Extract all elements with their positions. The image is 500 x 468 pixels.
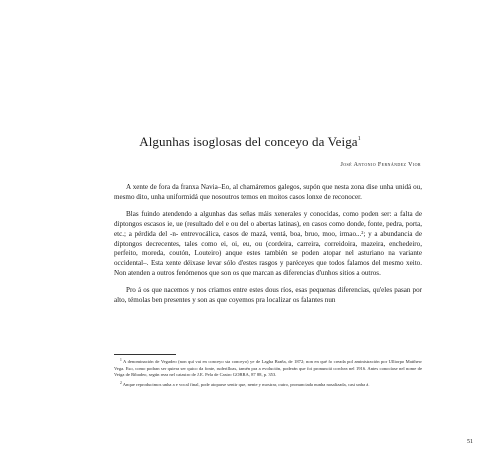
author-name: José Antonio Fernández Vior xyxy=(340,162,421,168)
footnotes xyxy=(114,357,422,389)
paragraph: Blas fuindo atendendo a algunhas das señas máis xenerales y conocidas, como poden ser: a falta de diptongos escasos ie, ue (resultado del e ou del o abertas latinas), en casos como donde, fonte, pedra, porta, etc.; a pérdida del -n- entrevocálica, casos de mazá, ventá, boa, bruo, moo, irmao...²; y a abundancia de diptongos decrecentes, tales como ei, oi, eu, ou (cordeira, carreira, correidoira, mazeira, enchedeiro, perfeito, moreda, coutón, Louteiro) anque estes también se poden atopar nel asturiano na variante occidental–. Esta xente déixase levar sólo d'estes rasgos y paréceyes que todos falamos del mesmo xeito. Non atenden a outros fenómenos que son os que marcan as diferencias d'unhos sitios a outros. xyxy=(114,210,422,277)
article-title xyxy=(0,134,500,150)
page-number: 51 xyxy=(467,439,473,445)
article-title-text: Algunhas isoglosas del conceyo da Veiga xyxy=(139,134,358,149)
footnote xyxy=(114,357,422,379)
body-text xyxy=(114,183,422,306)
paragraph: A xente de fora da franxa Navia–Eo, al chamáremos galegos, supón que nesta zona dise unha unidá ou, mesmo dito, unha uniformidá que nosoutros temos en moitos casos lonxe de reconocer. xyxy=(114,183,422,201)
footnote-mark: 1 xyxy=(120,358,122,362)
footnote-mark: 2 xyxy=(120,380,122,385)
footnote-text: Anque reproducimos unha a e vocal final, pode atoparse sentir que, nente y mostrar, outro, pronunciada nunha nasalizada, casi unha á. xyxy=(122,381,370,387)
footnote-divider xyxy=(114,354,176,355)
footnote xyxy=(114,380,422,389)
footnote-text: A denominación de Vegadeo (non quí vai en conceyo sta conceyo) ye de Lagha Braña, de 1872; non en qué fo creada pol aministración por Ulliorpo Matthew Vega. Eso, como podran ser quiera ser quico da fonte, ruderilloas, tamén pra a evolución, poderán que foi pronunciá corchea nel 1916. Antes conocíase nel nome de Veiga de Ribadeo, según reza nel catastro de J.E. Pela de Castro GOBRA, 87 88, p. 353. xyxy=(114,359,422,378)
title-footnote-mark: 1 xyxy=(357,136,361,142)
paragraph: Pro á os que nacemos y nos criamos entre estes dous ríos, esas pequenas diferencias, qu'eles pasan por alto, témolas ben presentes y son as que coyemos pra localizar os falantes nun xyxy=(114,286,422,305)
